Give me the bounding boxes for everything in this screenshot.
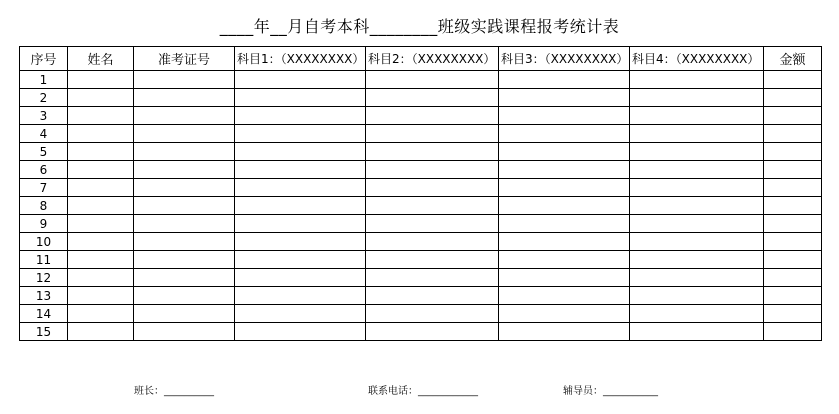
amount-cell[interactable]	[764, 251, 822, 269]
amount-cell[interactable]	[764, 71, 822, 89]
subject-1-cell[interactable]	[235, 233, 366, 251]
subject-4-cell[interactable]	[630, 323, 764, 341]
table-row	[20, 179, 822, 197]
subject-4-cell[interactable]	[630, 269, 764, 287]
subject-1-cell[interactable]	[235, 107, 366, 125]
subject-2-cell[interactable]	[366, 233, 499, 251]
subject-1-cell[interactable]	[235, 143, 366, 161]
subject-3-cell[interactable]	[499, 215, 630, 233]
header-index: 序号	[20, 47, 68, 71]
table-row	[20, 143, 822, 161]
table-row	[20, 287, 822, 305]
row-index: 5	[20, 143, 68, 161]
table-row	[20, 323, 822, 341]
table-row	[20, 269, 822, 287]
subject-4-cell[interactable]	[630, 125, 764, 143]
subject-1-cell[interactable]	[235, 251, 366, 269]
subject-4-cell[interactable]	[630, 251, 764, 269]
subject-2-cell[interactable]	[366, 215, 499, 233]
name-cell[interactable]	[68, 71, 134, 89]
subject-3-cell[interactable]	[499, 71, 630, 89]
table-row	[20, 125, 822, 143]
subject-3-cell[interactable]	[499, 143, 630, 161]
exam-id-cell[interactable]	[134, 305, 235, 323]
header-subject-2: 科目2：（XXXXXXXX）	[366, 47, 499, 71]
subject-2-cell[interactable]	[366, 161, 499, 179]
statistics-table	[19, 46, 822, 341]
subject-3-cell[interactable]	[499, 161, 630, 179]
table-row	[20, 89, 822, 107]
table-row	[20, 197, 822, 215]
exam-id-cell[interactable]	[134, 107, 235, 125]
exam-id-cell[interactable]	[134, 179, 235, 197]
subject-4-cell[interactable]	[630, 89, 764, 107]
name-cell[interactable]	[68, 305, 134, 323]
amount-cell[interactable]	[764, 287, 822, 305]
amount-cell[interactable]	[764, 215, 822, 233]
table-row	[20, 305, 822, 323]
row-index: 9	[20, 215, 68, 233]
name-cell[interactable]	[68, 179, 134, 197]
subject-1-cell[interactable]	[235, 125, 366, 143]
subject-1-cell[interactable]	[235, 323, 366, 341]
amount-cell[interactable]	[764, 161, 822, 179]
subject-4-cell[interactable]	[630, 161, 764, 179]
exam-id-cell[interactable]	[134, 143, 235, 161]
exam-id-cell[interactable]	[134, 287, 235, 305]
subject-2-cell[interactable]	[366, 251, 499, 269]
subject-2-cell[interactable]	[366, 305, 499, 323]
exam-id-cell[interactable]	[134, 233, 235, 251]
subject-3-cell[interactable]	[499, 287, 630, 305]
subject-1-cell[interactable]	[235, 215, 366, 233]
table-row	[20, 215, 822, 233]
row-index: 4	[20, 125, 68, 143]
subject-1-cell[interactable]	[235, 161, 366, 179]
name-cell[interactable]	[68, 287, 134, 305]
header-subject-3: 科目3：（XXXXXXXX）	[499, 47, 630, 71]
header-name: 姓名	[68, 47, 134, 71]
name-cell[interactable]	[68, 233, 134, 251]
amount-cell[interactable]	[764, 269, 822, 287]
table-row	[20, 71, 822, 89]
name-cell[interactable]	[68, 251, 134, 269]
subject-2-cell[interactable]	[366, 125, 499, 143]
subject-2-cell[interactable]	[366, 269, 499, 287]
amount-cell[interactable]	[764, 305, 822, 323]
amount-cell[interactable]	[764, 143, 822, 161]
subject-3-cell[interactable]	[499, 179, 630, 197]
monitor-signature: 班长：__________	[134, 386, 214, 397]
row-index: 6	[20, 161, 68, 179]
row-index: 15	[20, 323, 68, 341]
subject-4-cell[interactable]	[630, 143, 764, 161]
contact-phone-signature: 联系电话：____________	[368, 386, 478, 397]
subject-4-cell[interactable]	[630, 197, 764, 215]
subject-4-cell[interactable]	[630, 305, 764, 323]
exam-id-cell[interactable]	[134, 269, 235, 287]
subject-1-cell[interactable]	[235, 89, 366, 107]
name-cell[interactable]	[68, 125, 134, 143]
exam-id-cell[interactable]	[134, 125, 235, 143]
subject-3-cell[interactable]	[499, 323, 630, 341]
exam-id-cell[interactable]	[134, 215, 235, 233]
tutor-signature: 辅导员：___________	[563, 386, 658, 397]
header-subject-1: 科目1：（XXXXXXXX）	[235, 47, 366, 71]
subject-4-cell[interactable]	[630, 107, 764, 125]
subject-2-cell[interactable]	[366, 71, 499, 89]
name-cell[interactable]	[68, 323, 134, 341]
name-cell[interactable]	[68, 89, 134, 107]
exam-id-cell[interactable]	[134, 323, 235, 341]
amount-cell[interactable]	[764, 197, 822, 215]
header-subject-4: 科目4：（XXXXXXXX）	[630, 47, 764, 71]
subject-4-cell[interactable]	[630, 215, 764, 233]
subject-2-cell[interactable]	[366, 143, 499, 161]
name-cell[interactable]	[68, 197, 134, 215]
subject-4-cell[interactable]	[630, 287, 764, 305]
row-index: 7	[20, 179, 68, 197]
amount-cell[interactable]	[764, 233, 822, 251]
table-row	[20, 107, 822, 125]
name-cell[interactable]	[68, 107, 134, 125]
amount-cell[interactable]	[764, 107, 822, 125]
amount-cell[interactable]	[764, 179, 822, 197]
subject-3-cell[interactable]	[499, 269, 630, 287]
row-index: 13	[20, 287, 68, 305]
table-row	[20, 161, 822, 179]
subject-3-cell[interactable]	[499, 197, 630, 215]
subject-4-cell[interactable]	[630, 71, 764, 89]
name-cell[interactable]	[68, 215, 134, 233]
subject-4-cell[interactable]	[630, 233, 764, 251]
row-index: 10	[20, 233, 68, 251]
exam-id-cell[interactable]	[134, 89, 235, 107]
subject-3-cell[interactable]	[499, 233, 630, 251]
subject-3-cell[interactable]	[499, 125, 630, 143]
amount-cell[interactable]	[764, 323, 822, 341]
header-amount: 金额	[764, 47, 822, 71]
subject-1-cell[interactable]	[235, 197, 366, 215]
table-row	[20, 251, 822, 269]
table-row	[20, 233, 822, 251]
subject-3-cell[interactable]	[499, 305, 630, 323]
subject-1-cell[interactable]	[235, 179, 366, 197]
table-header-row	[20, 47, 822, 71]
row-index: 12	[20, 269, 68, 287]
row-index: 11	[20, 251, 68, 269]
subject-3-cell[interactable]	[499, 107, 630, 125]
exam-id-cell[interactable]	[134, 71, 235, 89]
subject-2-cell[interactable]	[366, 107, 499, 125]
page-title: ____年__月自考本科________班级实践课程报考统计表	[219, 17, 620, 36]
exam-id-cell[interactable]	[134, 161, 235, 179]
row-index: 14	[20, 305, 68, 323]
row-index: 8	[20, 197, 68, 215]
subject-2-cell[interactable]	[366, 179, 499, 197]
name-cell[interactable]	[68, 143, 134, 161]
subject-2-cell[interactable]	[366, 287, 499, 305]
row-index: 1	[20, 71, 68, 89]
subject-1-cell[interactable]	[235, 71, 366, 89]
subject-2-cell[interactable]	[366, 197, 499, 215]
name-cell[interactable]	[68, 269, 134, 287]
amount-cell[interactable]	[764, 125, 822, 143]
subject-3-cell[interactable]	[499, 89, 630, 107]
subject-2-cell[interactable]	[366, 89, 499, 107]
exam-id-cell[interactable]	[134, 197, 235, 215]
subject-1-cell[interactable]	[235, 269, 366, 287]
subject-2-cell[interactable]	[366, 323, 499, 341]
row-index: 3	[20, 107, 68, 125]
subject-4-cell[interactable]	[630, 179, 764, 197]
subject-3-cell[interactable]	[499, 251, 630, 269]
subject-1-cell[interactable]	[235, 305, 366, 323]
header-exam-id: 准考证号	[134, 47, 235, 71]
exam-id-cell[interactable]	[134, 251, 235, 269]
amount-cell[interactable]	[764, 89, 822, 107]
row-index: 2	[20, 89, 68, 107]
subject-1-cell[interactable]	[235, 287, 366, 305]
name-cell[interactable]	[68, 161, 134, 179]
